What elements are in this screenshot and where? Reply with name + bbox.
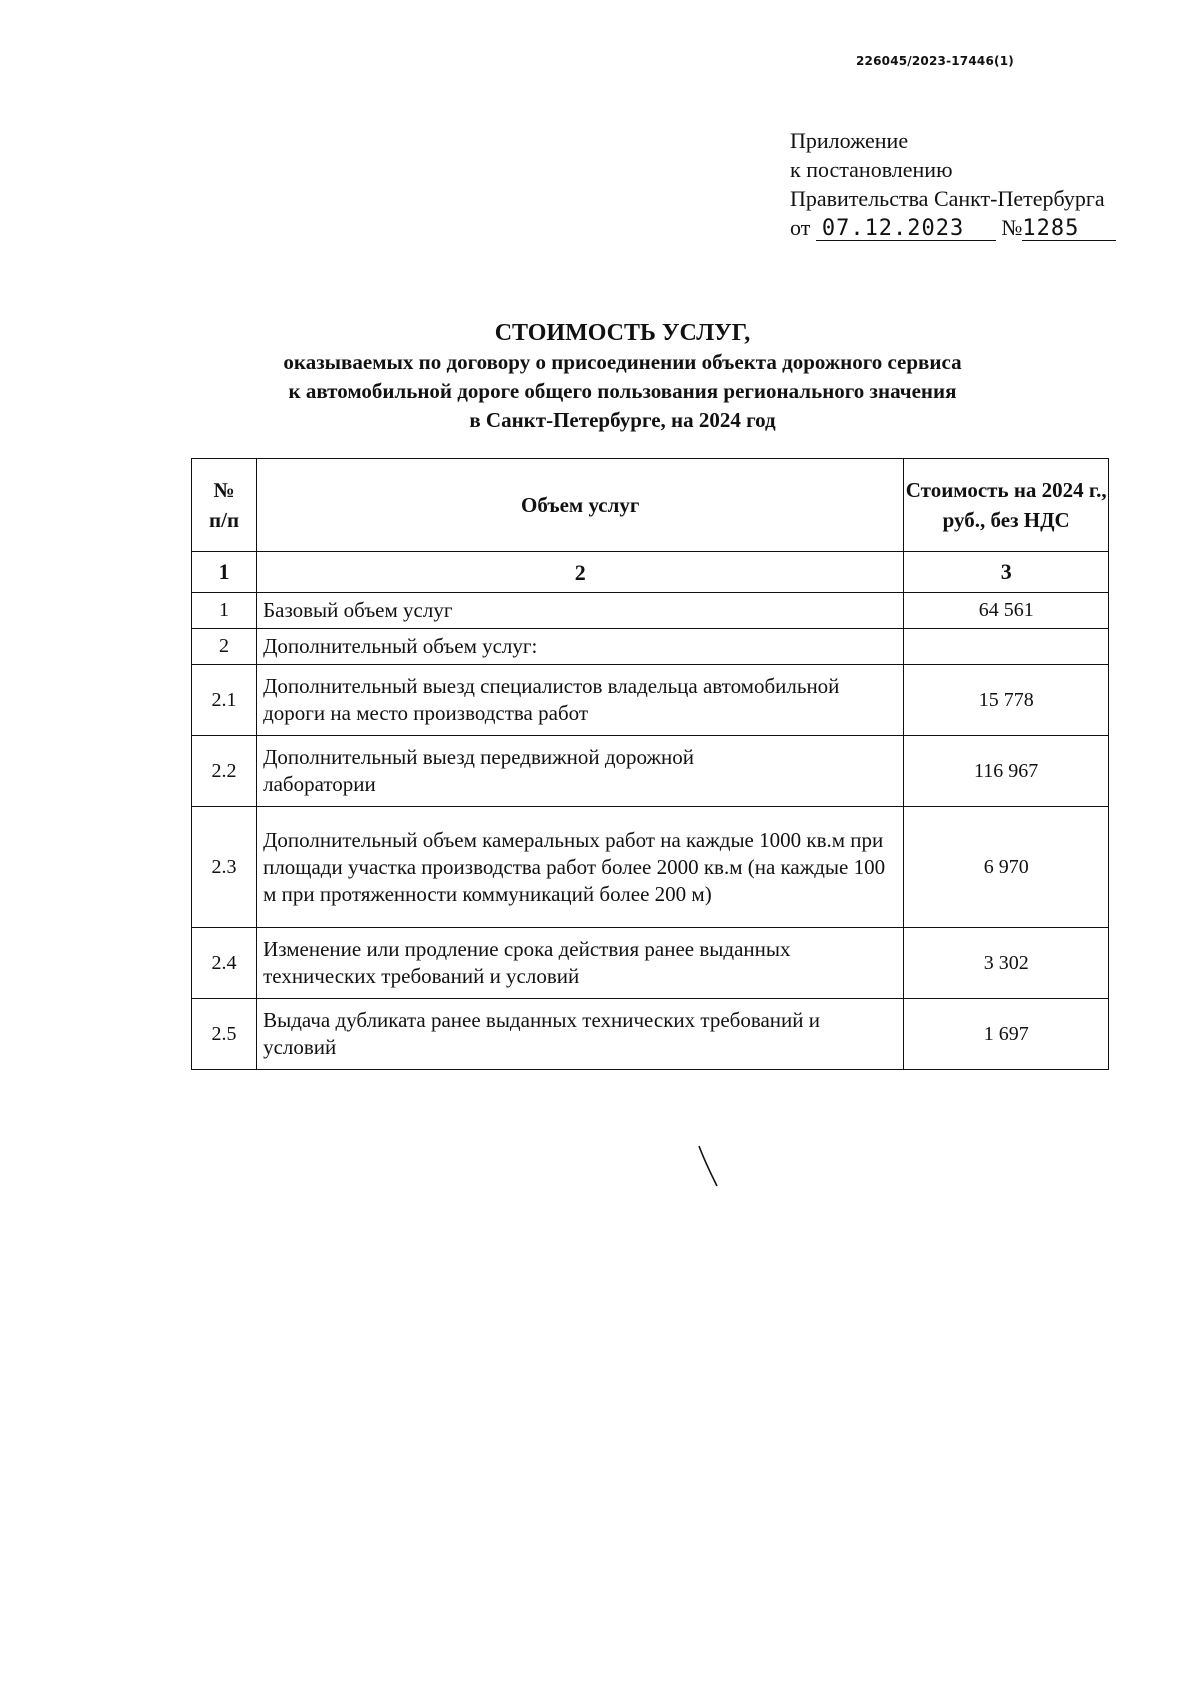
row-cost: 15 778 — [904, 665, 1109, 736]
row-number: 2.4 — [192, 928, 257, 999]
decree-number: 1285 — [1022, 218, 1116, 241]
row-description: Базовый объем услуг — [257, 593, 904, 629]
column-index-row — [192, 552, 1109, 593]
row-number: 2.2 — [192, 736, 257, 807]
row-cost: 3 302 — [904, 928, 1109, 999]
table-row — [192, 629, 1109, 665]
header-volume: Объем услуг — [257, 459, 904, 552]
date-prefix: от — [790, 215, 811, 240]
document-title — [200, 318, 1045, 435]
column-index: 1 — [192, 552, 257, 593]
row-description: Изменение или продление срока действия ранее выданных технических требований и условий — [257, 928, 904, 999]
row-number: 1 — [192, 593, 257, 629]
header-number — [192, 459, 257, 552]
document-registration-number: 226045/2023-17446(1) — [856, 54, 1014, 68]
row-number: 2 — [192, 629, 257, 665]
row-description: Дополнительный объем услуг: — [257, 629, 904, 665]
row-cost: 116 967 — [904, 736, 1109, 807]
table-row — [192, 928, 1109, 999]
title-line-3: к автомобильной дороге общего пользования регионального значения — [288, 379, 957, 403]
row-number: 2.5 — [192, 999, 257, 1070]
title-line-4: в Санкт-Петербурге, на 2024 год — [469, 408, 776, 432]
row-number: 2.1 — [192, 665, 257, 736]
table-header-row — [192, 459, 1109, 552]
title-line-2: оказываемых по договору о присоединении объекта дорожного сервиса — [283, 350, 962, 374]
row-cost: 64 561 — [904, 593, 1109, 629]
row-description: Выдача дубликата ранее выданных технических требований и условий — [257, 999, 904, 1070]
number-prefix: № — [1001, 215, 1023, 240]
header-cost-line2: руб., без НДС — [942, 508, 1070, 532]
appendix-date-line — [790, 213, 1116, 242]
row-description: Дополнительный выезд специалистов владельца автомобильной дороги на место производства работ — [257, 665, 904, 736]
header-cost — [904, 459, 1109, 552]
header-number-line2: п/п — [209, 508, 240, 532]
row-description: Дополнительный объем камеральных работ на каждые 1000 кв.м при площади участка производства работ более 2000 кв.м (на каждые 100 м при протяженности коммуникаций более 200 м) — [257, 807, 904, 928]
column-index: 3 — [904, 552, 1109, 593]
appendix-stamp — [790, 126, 1116, 242]
row-cost: 1 697 — [904, 999, 1109, 1070]
row-cost — [904, 629, 1109, 665]
row-cost: 6 970 — [904, 807, 1109, 928]
appendix-decree-label: к постановлению — [790, 157, 953, 182]
column-index: 2 — [257, 552, 904, 593]
row-number: 2.3 — [192, 807, 257, 928]
appendix-label: Приложение — [790, 128, 909, 153]
header-cost-line1: Стоимость на 2024 г., — [905, 478, 1107, 502]
table-row — [192, 593, 1109, 629]
title-main: СТОИМОСТЬ УСЛУГ, — [494, 320, 751, 346]
row-description: Дополнительный выезд передвижной дорожной лаборатории — [257, 736, 904, 807]
header-number-line1: № — [213, 478, 235, 502]
pen-mark — [697, 1144, 719, 1188]
services-cost-table — [191, 458, 1109, 1070]
table-row — [192, 736, 1109, 807]
table-row — [192, 807, 1109, 928]
decree-date: 07.12.2023 — [816, 218, 996, 241]
table-row — [192, 665, 1109, 736]
appendix-government-label: Правительства Санкт-Петербурга — [790, 186, 1105, 211]
table-row — [192, 999, 1109, 1070]
